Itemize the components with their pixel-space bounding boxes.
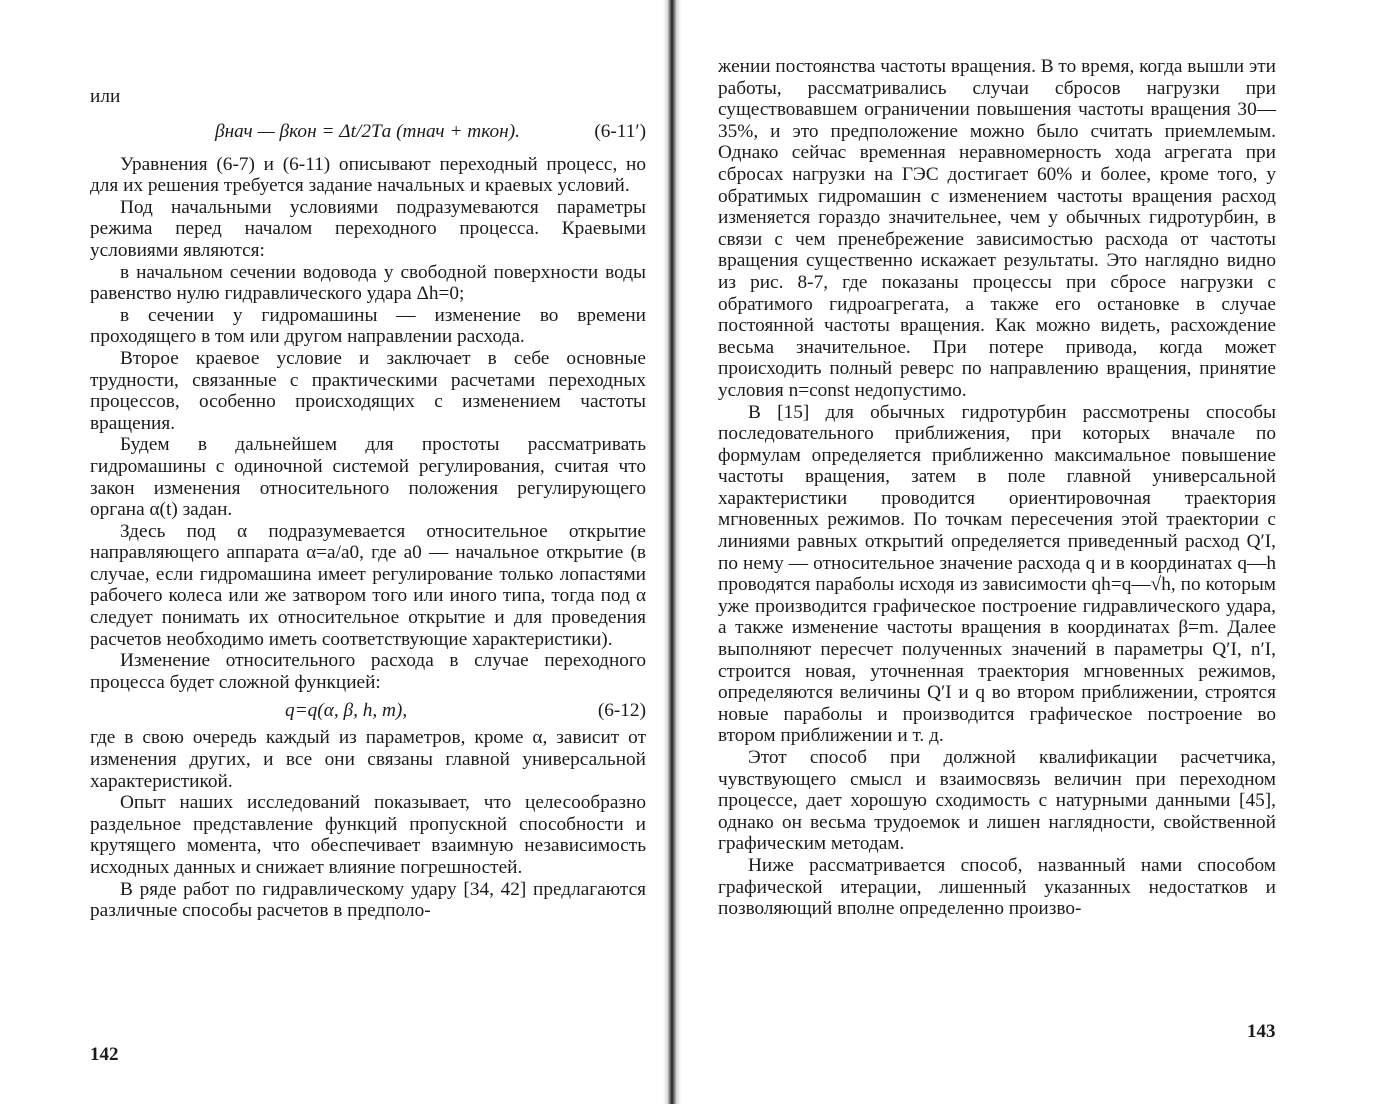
paragraph: В ряде работ по гидравлическому удару [34, 42] предлагаются различные способы расчетов в предполо-: [90, 878, 646, 922]
paragraph: Под начальными условиями подразумеваются параметры режима перед началом переходного процесса. Краевыми условиями являются:: [90, 196, 646, 261]
left-page: [0, 0, 672, 1104]
paragraph: жении постоянства частоты вращения. В то время, когда вышли эти работы, рассматривались случаи сбросов нагрузки при существовавшем ограничении повышения частоты вращения 30—35%, и это предположение можно было считать приемлемым. Однако сейчас временная неравномерность хода агрегата при сбросах нагрузки на ГЭС достигает 60% и более, кроме того, у обратимых гидромашин с изменением частоты вращения расход изменяется гораздо значительнее, чем у обычных гидротурбин, в связи с чем пренебрежение зависимостью расхода от частоты вращения существенно искажает результаты. Это наглядно видно из рис. 8-7, где показаны процессы при сбросе нагрузки с обратимого гидроагрегата, а также его остановке в случае постоянной частоты вращения. Как можно видеть, расхождение весьма значительное. При потере привода, когда может происходить полный реверс по направлению вращения, принятие условия n=const недопустимо.: [718, 56, 1276, 401]
equation-number: (6-12): [597, 699, 646, 721]
paragraph: где в свою очередь каждый из параметров, кроме α, зависит от изменения других, и все они связаны главной универсальной характеристикой.: [90, 727, 646, 792]
book-gutter: [663, 0, 681, 1104]
paragraph: Опыт наших исследований показывает, что целесообразно раздельное представление функций пропускной способности и крутящего момента, что обеспечивает взаимную независимость исходных данных и снижает влияние погрешностей.: [90, 792, 646, 878]
formula-text: βнач — βкон = Δt/2Tа (mнач + mкон).: [215, 120, 520, 142]
paragraph: Этот способ при должной квалификации расчетчика, чувствующего смысл и взаимосвязь величин при переходном процессе, дает хорошую сходимость с натурными данными [45], однако он весьма трудоемок и лишен наглядности, свойственной графическим методам.: [718, 747, 1276, 855]
right-page: [680, 0, 1373, 1104]
paragraph: Второе краевое условие и заключает в себе основные трудности, связанные с практическими расчетами переходных процессов, особенно происходящих с изменением частоты вращения.: [90, 347, 646, 434]
left-text-column: [90, 86, 646, 922]
page-number: 142: [90, 1044, 119, 1065]
paragraph: Изменение относительного расхода в случае переходного процесса будет сложной функцией:: [90, 650, 646, 693]
formula-6-12: [90, 693, 646, 727]
paragraph: Ниже рассматривается способ, названный нами способом графической итерации, лишенный указанных недостатков и позволяющий вполне определенно произво-: [718, 854, 1276, 920]
paragraph: Здесь под α подразумевается относительное открытие направляющего аппарата α=a/a0, где a0 — начальное открытие (в случае, если гидромашина имеет регулирование только лопастями рабочего колеса или же затвором того или иного типа, тогда под α следует понимать их относительное открытие и для проведения расчетов необходимо иметь соответствующие характеристики).: [90, 520, 646, 650]
paragraph: в начальном сечении водовода у свободной поверхности воды равенство нулю гидравлического удара Δh=0;: [90, 261, 646, 305]
equation-number: (6-11′): [594, 120, 646, 142]
formula-text: q=q(α, β, h, m),: [285, 699, 408, 721]
paragraph: Будем в дальнейшем для простоты рассматривать гидромашины с одиночной системой регулирования, считая что закон изменения относительного положения регулирующего органа α(t) задан.: [90, 434, 646, 521]
formula-6-11-prime: [90, 110, 646, 154]
paragraph: В [15] для обычных гидротурбин рассмотрены способы последовательного приближения, при которых вначале по формулам определяется приближенно максимальное повышение частоты вращения, затем в поле главной универсальной характеристики проводится ориентировочная траектория мгновенных режимов. По точкам пересечения этой траектории с линиями равных открытий определяется приведенный расход Q′I, по нему — относительное значение расхода q и в координатах q—h проводятся параболы исходя из зависимости qh=q—√h, по которым уже производится графическое построение гидравлического удара, а также изменение частоты вращения в координатах β=m. Далее выполняют пересчет полученных значений в параметры Q′I, n′I, строится новая, уточненная траектория мгновенных режимов, определяются величины Q′I и q во втором приближении, строятся новые параболы и производится графическое построение во втором приближении и т. д.: [718, 401, 1276, 747]
right-text-column: [718, 56, 1276, 920]
paragraph: в сечении у гидромашины — изменение во времени проходящего в том или другом направлении расхода.: [90, 304, 646, 348]
page-number: 143: [1247, 1021, 1276, 1042]
intro-word: или: [90, 86, 121, 107]
paragraph: Уравнения (6-7) и (6-11) описывают переходный процесс, но для их решения требуется задание начальных и краевых условий.: [90, 153, 646, 197]
